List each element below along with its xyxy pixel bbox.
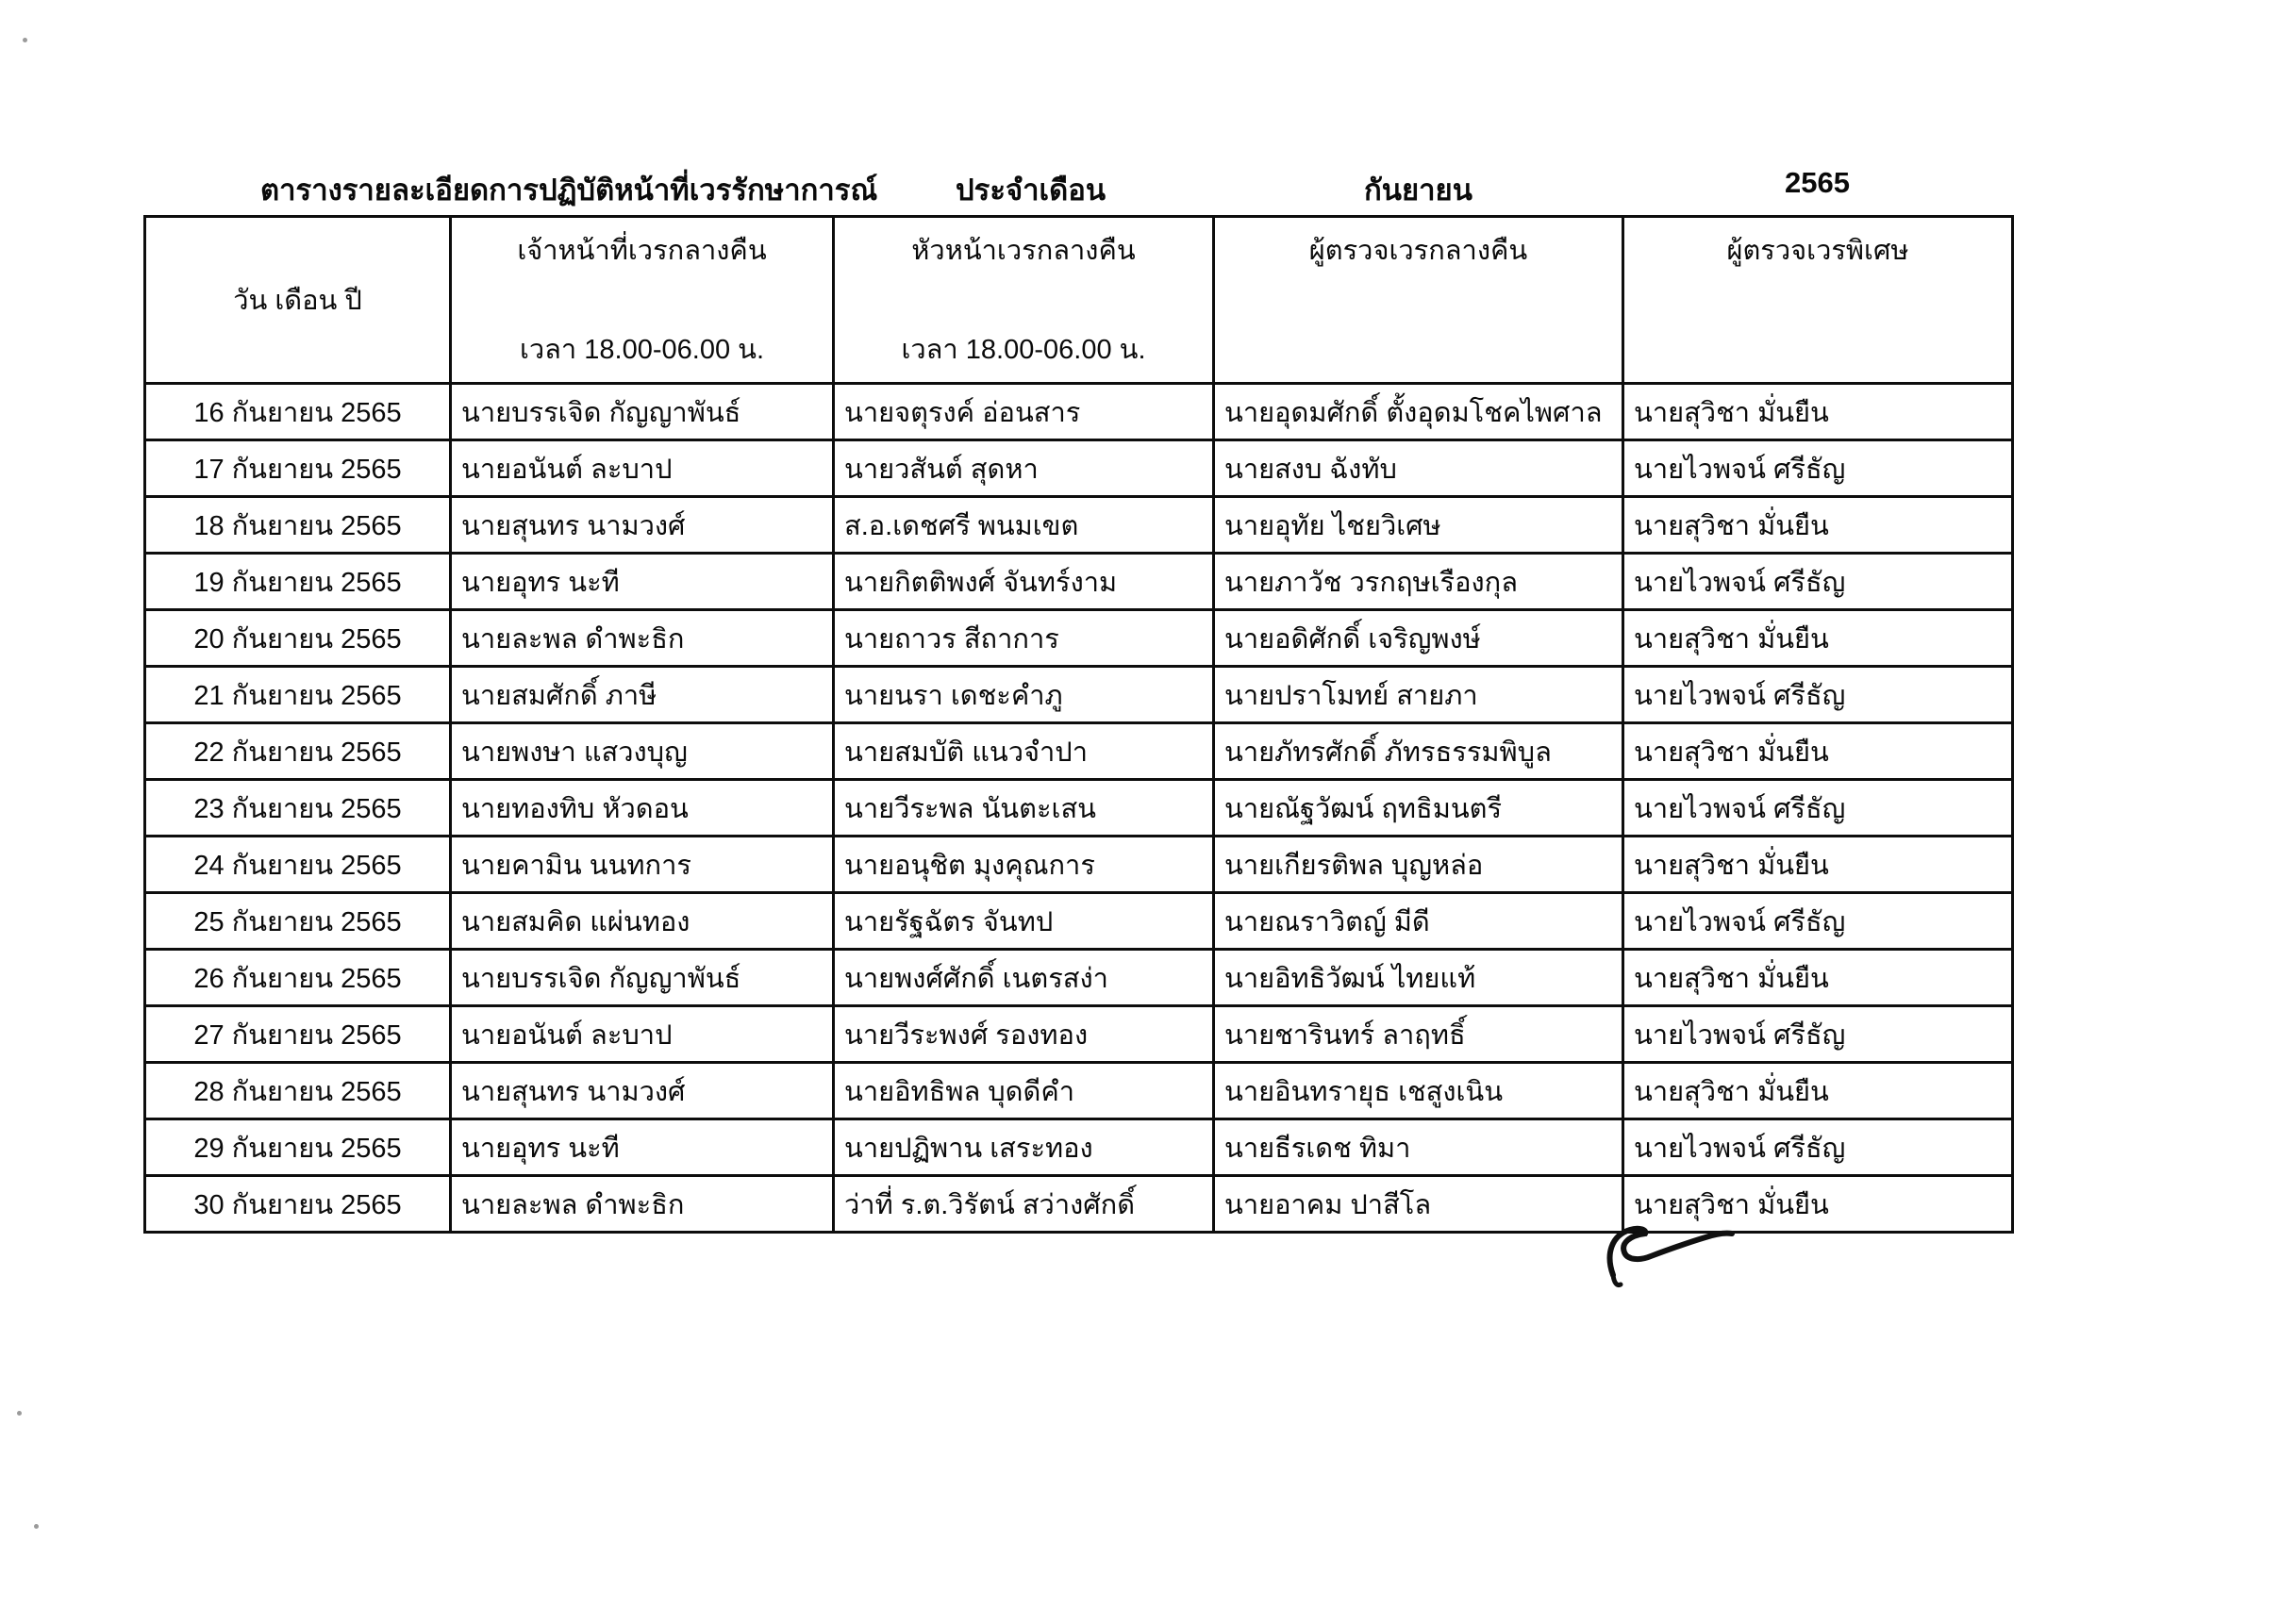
cell-date: 21 กันยายน 2565 [145,667,451,723]
header-night-duty-chief [834,217,1214,384]
cell-special-duty-inspector: นายไวพจน์ ศรีธัญ [1623,440,2013,497]
cell-night-duty-officer: นายคามิน นนทการ [451,837,834,893]
header-special-duty-inspector [1623,217,2013,384]
table-row [145,667,2013,723]
cell-night-duty-chief: นายกิตติพงศ์ จันทร์งาม [834,554,1214,610]
cell-special-duty-inspector: นายสุวิชา มั่นยืน [1623,723,2013,780]
cell-night-duty-officer: นายอุทร นะที [451,554,834,610]
cell-date: 29 กันยายน 2565 [145,1119,451,1176]
cell-night-duty-officer: นายอนันต์ ละบาป [451,1006,834,1063]
period-label: ประจำเดือน [956,174,1106,207]
header-night-duty-chief-label: หัวหน้าเวรกลางคืน [911,235,1136,266]
table-row [145,440,2013,497]
cell-date: 28 กันยายน 2565 [145,1063,451,1119]
cell-night-duty-officer: นายอุทร นะที [451,1119,834,1176]
header-night-duty-chief-time: เวลา 18.00-06.00 น. [901,334,1146,365]
cell-special-duty-inspector: นายสุวิชา มั่นยืน [1623,1176,2013,1233]
cell-night-duty-officer: นายพงษา แสวงบุญ [451,723,834,780]
cell-night-duty-inspector: นายอิทธิวัฒน์ ไทยแท้ [1214,950,1623,1006]
cell-date: 23 กันยายน 2565 [145,780,451,837]
table-row [145,384,2013,440]
cell-night-duty-chief: นายพงศ์ศักดิ์ เนตรสง่า [834,950,1214,1006]
header-night-duty-inspector [1214,217,1623,384]
cell-night-duty-inspector: นายปราโมทย์ สายภา [1214,667,1623,723]
table-row [145,1006,2013,1063]
cell-night-duty-inspector: นายอุทัย ไชยวิเศษ [1214,497,1623,554]
cell-night-duty-inspector: นายอินทรายุธ เชสูงเนิน [1214,1063,1623,1119]
cell-special-duty-inspector: นายสุวิชา มั่นยืน [1623,1063,2013,1119]
table-row [145,1119,2013,1176]
roster-table-body [145,384,2013,1233]
cell-special-duty-inspector: นายไวพจน์ ศรีธัญ [1623,1006,2013,1063]
cell-night-duty-chief: นายอนุชิต มุงคุณการ [834,837,1214,893]
table-row [145,837,2013,893]
cell-night-duty-officer: นายละพล ดำพะธิก [451,610,834,667]
cell-night-duty-chief: นายอิทธิพล บุดดีคำ [834,1063,1214,1119]
cell-night-duty-inspector: นายชารินทร์ ลาฤทธิ์ [1214,1006,1623,1063]
cell-night-duty-inspector: นายเกียรติพล บุญหล่อ [1214,837,1623,893]
document-title: ตารางรายละเอียดการปฏิบัติหน้าที่เวรรักษาการณ์ [260,174,878,207]
cell-night-duty-chief: นายปฏิพาน เสระทอง [834,1119,1214,1176]
header-date-label: วัน เดือน ปี [233,286,362,316]
cell-date: 22 กันยายน 2565 [145,723,451,780]
document-title-row [0,166,2296,211]
cell-night-duty-inspector: นายอาคม ปาสีโล [1214,1176,1623,1233]
cell-date: 16 กันยายน 2565 [145,384,451,440]
cell-special-duty-inspector: นายไวพจน์ ศรีธัญ [1623,667,2013,723]
cell-night-duty-officer: นายสุนทร นามวงศ์ [451,497,834,554]
cell-night-duty-officer: นายทองทิบ หัวดอน [451,780,834,837]
header-night-duty-officer-label: เจ้าหน้าที่เวรกลางคืน [517,235,767,266]
cell-night-duty-inspector: นายธีรเดช ทิมา [1214,1119,1623,1176]
header-special-duty-inspector-label: ผู้ตรวจเวรพิเศษ [1726,235,1909,266]
cell-date: 25 กันยายน 2565 [145,893,451,950]
table-row [145,497,2013,554]
cell-night-duty-chief: นายนรา เดชะคำภู [834,667,1214,723]
cell-date: 30 กันยายน 2565 [145,1176,451,1233]
cell-special-duty-inspector: นายไวพจน์ ศรีธัญ [1623,780,2013,837]
cell-night-duty-inspector: นายอดิศักดิ์ เจริญพงษ์ [1214,610,1623,667]
table-row [145,950,2013,1006]
cell-special-duty-inspector: นายสุวิชา มั่นยืน [1623,837,2013,893]
cell-special-duty-inspector: นายสุวิชา มั่นยืน [1623,950,2013,1006]
table-header [145,217,2013,384]
cell-night-duty-chief: นายสมบัติ แนวจำปา [834,723,1214,780]
year-value: 2565 [1785,166,1850,199]
cell-special-duty-inspector: นายสุวิชา มั่นยืน [1623,497,2013,554]
cell-date: 17 กันยายน 2565 [145,440,451,497]
handwritten-signature [1585,1217,1764,1301]
header-row [145,217,2013,384]
cell-night-duty-chief: นายถาวร สีถาการ [834,610,1214,667]
header-night-duty-officer [451,217,834,384]
cell-night-duty-chief: นายจตุรงค์ อ่อนสาร [834,384,1214,440]
cell-date: 26 กันยายน 2565 [145,950,451,1006]
cell-night-duty-inspector: นายภาวัช วรกฤษเรืองกุล [1214,554,1623,610]
header-night-duty-inspector-label: ผู้ตรวจเวรกลางคืน [1308,235,1528,266]
cell-date: 18 กันยายน 2565 [145,497,451,554]
month-value: กันยายน [1364,174,1472,207]
cell-special-duty-inspector: นายไวพจน์ ศรีธัญ [1623,554,2013,610]
table-row [145,723,2013,780]
cell-special-duty-inspector: นายไวพจน์ ศรีธัญ [1623,1119,2013,1176]
cell-night-duty-chief: นายวีระพล นันตะเสน [834,780,1214,837]
cell-night-duty-chief: นายรัฐฉัตร จันทป [834,893,1214,950]
cell-night-duty-inspector: นายภัทรศักดิ์ ภัทรธรรมพิบูล [1214,723,1623,780]
scan-artifact [17,1411,22,1416]
cell-night-duty-inspector: นายสงบ ฉังทับ [1214,440,1623,497]
cell-night-duty-officer: นายบรรเจิด กัญญาพันธ์ [451,950,834,1006]
cell-special-duty-inspector: นายไวพจน์ ศรีธัญ [1623,893,2013,950]
cell-date: 24 กันยายน 2565 [145,837,451,893]
header-date [145,217,451,384]
cell-date: 20 กันยายน 2565 [145,610,451,667]
table-row [145,893,2013,950]
cell-night-duty-officer: นายสมศักดิ์ ภาษี [451,667,834,723]
cell-night-duty-officer: นายละพล ดำพะธิก [451,1176,834,1233]
cell-night-duty-officer: นายบรรเจิด กัญญาพันธ์ [451,384,834,440]
cell-night-duty-inspector: นายณราวิตญ์ มีดี [1214,893,1623,950]
scan-artifact [34,1524,39,1529]
cell-night-duty-officer: นายอนันต์ ละบาป [451,440,834,497]
cell-night-duty-inspector: นายณัฐวัฒน์ ฤทธิมนตรี [1214,780,1623,837]
cell-night-duty-chief: นายวสันต์ สุดหา [834,440,1214,497]
cell-night-duty-chief: ว่าที่ ร.ต.วิรัตน์ สว่างศักดิ์ [834,1176,1214,1233]
duty-roster-table [143,215,2014,1234]
cell-night-duty-officer: นายสมคิด แผ่นทอง [451,893,834,950]
cell-date: 27 กันยายน 2565 [145,1006,451,1063]
table-row [145,610,2013,667]
table-row [145,780,2013,837]
cell-night-duty-officer: นายสุนทร นามวงศ์ [451,1063,834,1119]
cell-date: 19 กันยายน 2565 [145,554,451,610]
scan-artifact [23,38,27,42]
cell-night-duty-chief: นายวีระพงศ์ รองทอง [834,1006,1214,1063]
cell-night-duty-inspector: นายอุดมศักดิ์ ตั้งอุดมโชคไพศาล [1214,384,1623,440]
table-row [145,554,2013,610]
cell-special-duty-inspector: นายสุวิชา มั่นยืน [1623,610,2013,667]
header-night-duty-officer-time: เวลา 18.00-06.00 น. [519,334,765,365]
cell-special-duty-inspector: นายสุวิชา มั่นยืน [1623,384,2013,440]
cell-night-duty-chief: ส.อ.เดชศรี พนมเขต [834,497,1214,554]
table-row [145,1063,2013,1119]
